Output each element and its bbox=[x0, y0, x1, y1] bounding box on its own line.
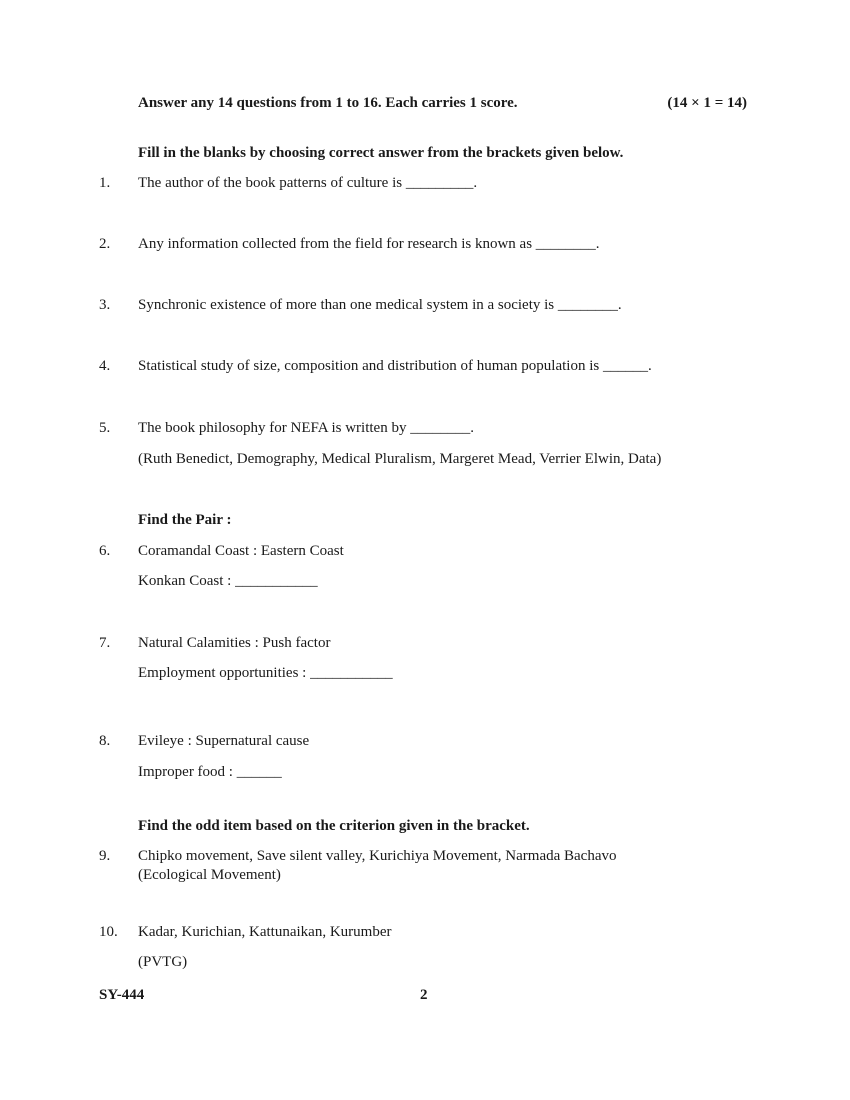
paper-code: SY-444 bbox=[99, 987, 145, 1003]
question-number: 7. bbox=[99, 635, 111, 651]
pair-given: Evileye : Supernatural cause bbox=[138, 733, 310, 749]
section-fill-heading: Fill in the blanks by choosing correct answer from the brackets given below. bbox=[138, 145, 624, 161]
odd-items: Kadar, Kurichian, Kattunaikan, Kurumber bbox=[138, 924, 392, 940]
pair-given: Natural Calamities : Push factor bbox=[138, 635, 331, 651]
question-text: The book philosophy for NEFA is written by ________. bbox=[138, 420, 474, 436]
question-number: 6. bbox=[99, 543, 111, 559]
pair-given: Coramandal Coast : Eastern Coast bbox=[138, 543, 344, 559]
instruction-text: Answer any 14 questions from 1 to 16. Each carries 1 score. bbox=[138, 95, 518, 111]
question-number: 9. bbox=[99, 848, 111, 864]
section-pair-heading: Find the Pair : bbox=[138, 512, 232, 528]
question-number: 3. bbox=[99, 297, 111, 313]
question-text: Statistical study of size, composition and distribution of human population is ______. bbox=[138, 358, 652, 374]
instruction-score: (14 × 1 = 14) bbox=[667, 95, 747, 111]
question-number: 8. bbox=[99, 733, 111, 749]
answer-options: (Ruth Benedict, Demography, Medical Pluralism, Margeret Mead, Verrier Elwin, Data) bbox=[138, 451, 662, 467]
question-number: 5. bbox=[99, 420, 111, 436]
odd-criterion: (Ecological Movement) bbox=[138, 867, 281, 883]
question-number: 10. bbox=[99, 924, 118, 940]
odd-criterion: (PVTG) bbox=[138, 954, 188, 970]
pair-blank: Konkan Coast : ___________ bbox=[138, 573, 318, 589]
question-text: The author of the book patterns of culture is _________. bbox=[138, 175, 478, 191]
section-odd-heading: Find the odd item based on the criterion given in the bracket. bbox=[138, 818, 530, 834]
question-number: 4. bbox=[99, 358, 111, 374]
page-number: 2 bbox=[420, 987, 428, 1003]
question-text: Synchronic existence of more than one medical system in a society is ________. bbox=[138, 297, 622, 313]
odd-items: Chipko movement, Save silent valley, Kurichiya Movement, Narmada Bachavo bbox=[138, 848, 617, 864]
question-text: Any information collected from the field for research is known as ________. bbox=[138, 236, 600, 252]
question-number: 1. bbox=[99, 175, 111, 191]
pair-blank: Improper food : ______ bbox=[138, 764, 282, 780]
question-number: 2. bbox=[99, 236, 111, 252]
pair-blank: Employment opportunities : ___________ bbox=[138, 665, 393, 681]
